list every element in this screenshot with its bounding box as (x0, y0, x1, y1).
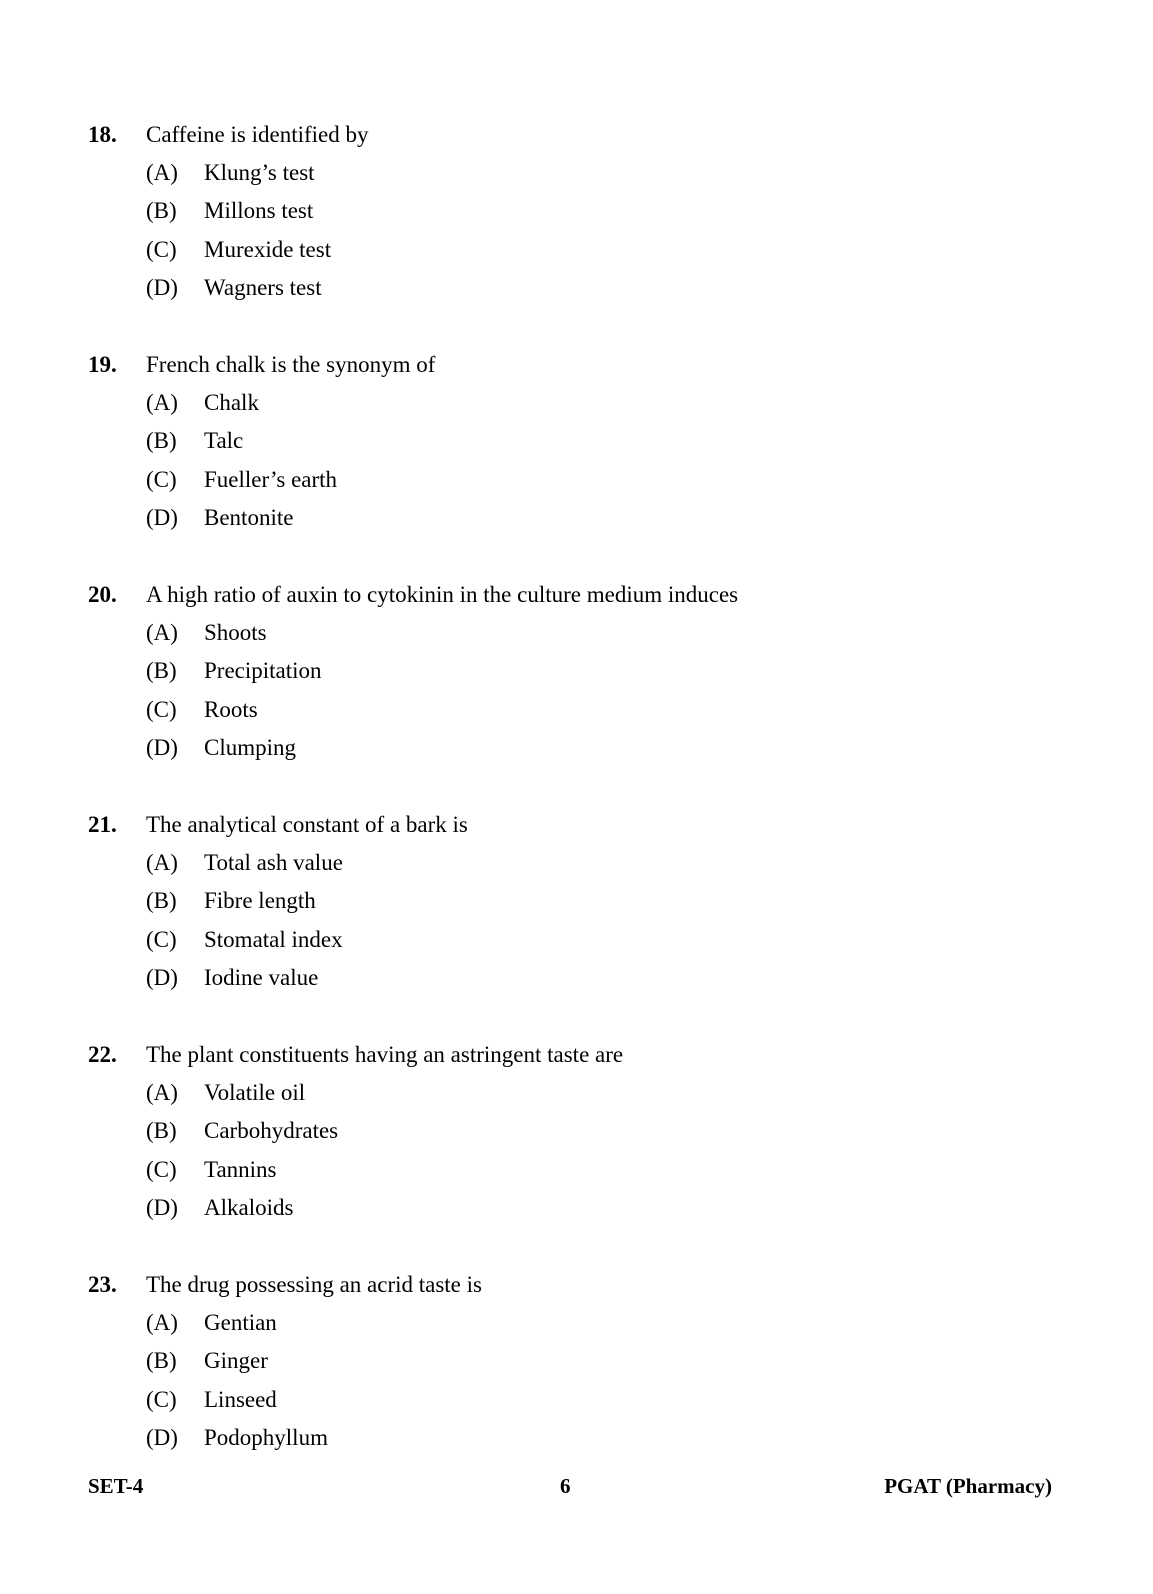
option-c (0, 1151, 1153, 1189)
option-letter: (D) (146, 1194, 178, 1220)
option-text: Carbohydrates (204, 1118, 339, 1144)
question-stem (0, 576, 1153, 614)
option-c (0, 231, 1153, 269)
option-text: Stomatal index (204, 926, 343, 952)
option-letter: (A) (146, 1080, 178, 1105)
option-text: Shoots (204, 620, 267, 645)
question-stem (0, 1036, 1153, 1074)
question-text: Caffeine is identified by (146, 122, 369, 147)
option-letter: (A) (146, 1310, 178, 1335)
question-number: 19. (88, 352, 117, 377)
option-c (0, 921, 1153, 959)
option-b (0, 652, 1153, 690)
option-d (0, 1419, 1153, 1457)
question-text: The plant constituents having an astringent taste are (146, 1042, 624, 1067)
option-letter: (C) (146, 466, 177, 492)
question-18 (0, 116, 1153, 307)
option-letter: (A) (146, 160, 178, 185)
option-a (0, 844, 1153, 882)
question-stem (0, 116, 1153, 154)
option-b (0, 422, 1153, 460)
option-text: Podophyllum (204, 1424, 328, 1450)
option-text: Linseed (204, 1386, 277, 1412)
option-a (0, 614, 1153, 652)
option-c (0, 461, 1153, 499)
question-text: The analytical constant of a bark is (146, 812, 468, 837)
option-a (0, 1304, 1153, 1342)
option-text: Volatile oil (204, 1080, 306, 1105)
option-letter: (A) (146, 850, 178, 875)
question-number: 18. (88, 122, 117, 147)
option-text: Talc (204, 428, 244, 454)
option-b (0, 1112, 1153, 1150)
option-a (0, 154, 1153, 192)
option-text: Gentian (204, 1310, 277, 1335)
question-text: French chalk is the synonym of (146, 352, 436, 377)
option-letter: (B) (146, 1118, 177, 1144)
question-stem (0, 346, 1153, 384)
question-stem (0, 1266, 1153, 1304)
question-number: 21. (88, 812, 117, 837)
option-letter: (B) (146, 658, 177, 684)
page-footer (0, 1470, 1153, 1502)
option-letter: (B) (146, 198, 177, 224)
question-text: A high ratio of auxin to cytokinin in the culture medium induces (146, 582, 739, 607)
option-text: Clumping (204, 734, 297, 760)
question-23 (0, 1266, 1153, 1457)
option-b (0, 192, 1153, 230)
option-text: Tannins (204, 1156, 277, 1182)
question-number: 23. (88, 1272, 117, 1297)
option-letter: (B) (146, 1348, 177, 1374)
set-label: SET-4 (88, 1474, 144, 1498)
option-letter: (D) (146, 274, 178, 300)
option-letter: (A) (146, 390, 178, 415)
option-d (0, 959, 1153, 997)
option-letter: (D) (146, 1424, 178, 1450)
option-c (0, 1381, 1153, 1419)
option-letter: (C) (146, 236, 177, 262)
question-number: 20. (88, 582, 117, 607)
option-letter: (C) (146, 926, 177, 952)
option-d (0, 729, 1153, 767)
question-20 (0, 576, 1153, 767)
option-c (0, 691, 1153, 729)
option-text: Wagners test (204, 274, 322, 300)
option-letter: (D) (146, 734, 178, 760)
option-d (0, 1189, 1153, 1227)
option-text: Fueller’s earth (204, 466, 338, 492)
option-letter: (D) (146, 964, 178, 990)
question-number: 22. (88, 1042, 117, 1067)
option-text: Fibre length (204, 888, 316, 914)
question-stem (0, 806, 1153, 844)
question-19 (0, 346, 1153, 537)
option-letter: (B) (146, 428, 177, 454)
exam-title: PGAT (Pharmacy) (884, 1474, 1052, 1498)
option-d (0, 499, 1153, 537)
option-d (0, 269, 1153, 307)
option-text: Alkaloids (204, 1194, 294, 1220)
option-text: Ginger (204, 1348, 268, 1374)
page-number: 6 (560, 1474, 571, 1498)
option-text: Total ash value (204, 850, 343, 875)
option-text: Bentonite (204, 504, 294, 530)
option-text: Millons test (204, 198, 314, 224)
option-text: Precipitation (204, 658, 322, 684)
option-letter: (C) (146, 1386, 177, 1412)
question-21 (0, 806, 1153, 997)
option-letter: (D) (146, 504, 178, 530)
option-letter: (C) (146, 1156, 177, 1182)
option-letter: (C) (146, 696, 177, 722)
option-text: Murexide test (204, 236, 332, 262)
option-b (0, 882, 1153, 920)
option-text: Klung’s test (204, 160, 315, 185)
question-22 (0, 1036, 1153, 1227)
option-a (0, 1074, 1153, 1112)
option-text: Chalk (204, 390, 259, 415)
option-letter: (B) (146, 888, 177, 914)
option-b (0, 1342, 1153, 1380)
option-text: Iodine value (204, 964, 319, 990)
option-a (0, 384, 1153, 422)
option-letter: (A) (146, 620, 178, 645)
option-text: Roots (204, 696, 258, 722)
question-text: The drug possessing an acrid taste is (146, 1272, 482, 1297)
